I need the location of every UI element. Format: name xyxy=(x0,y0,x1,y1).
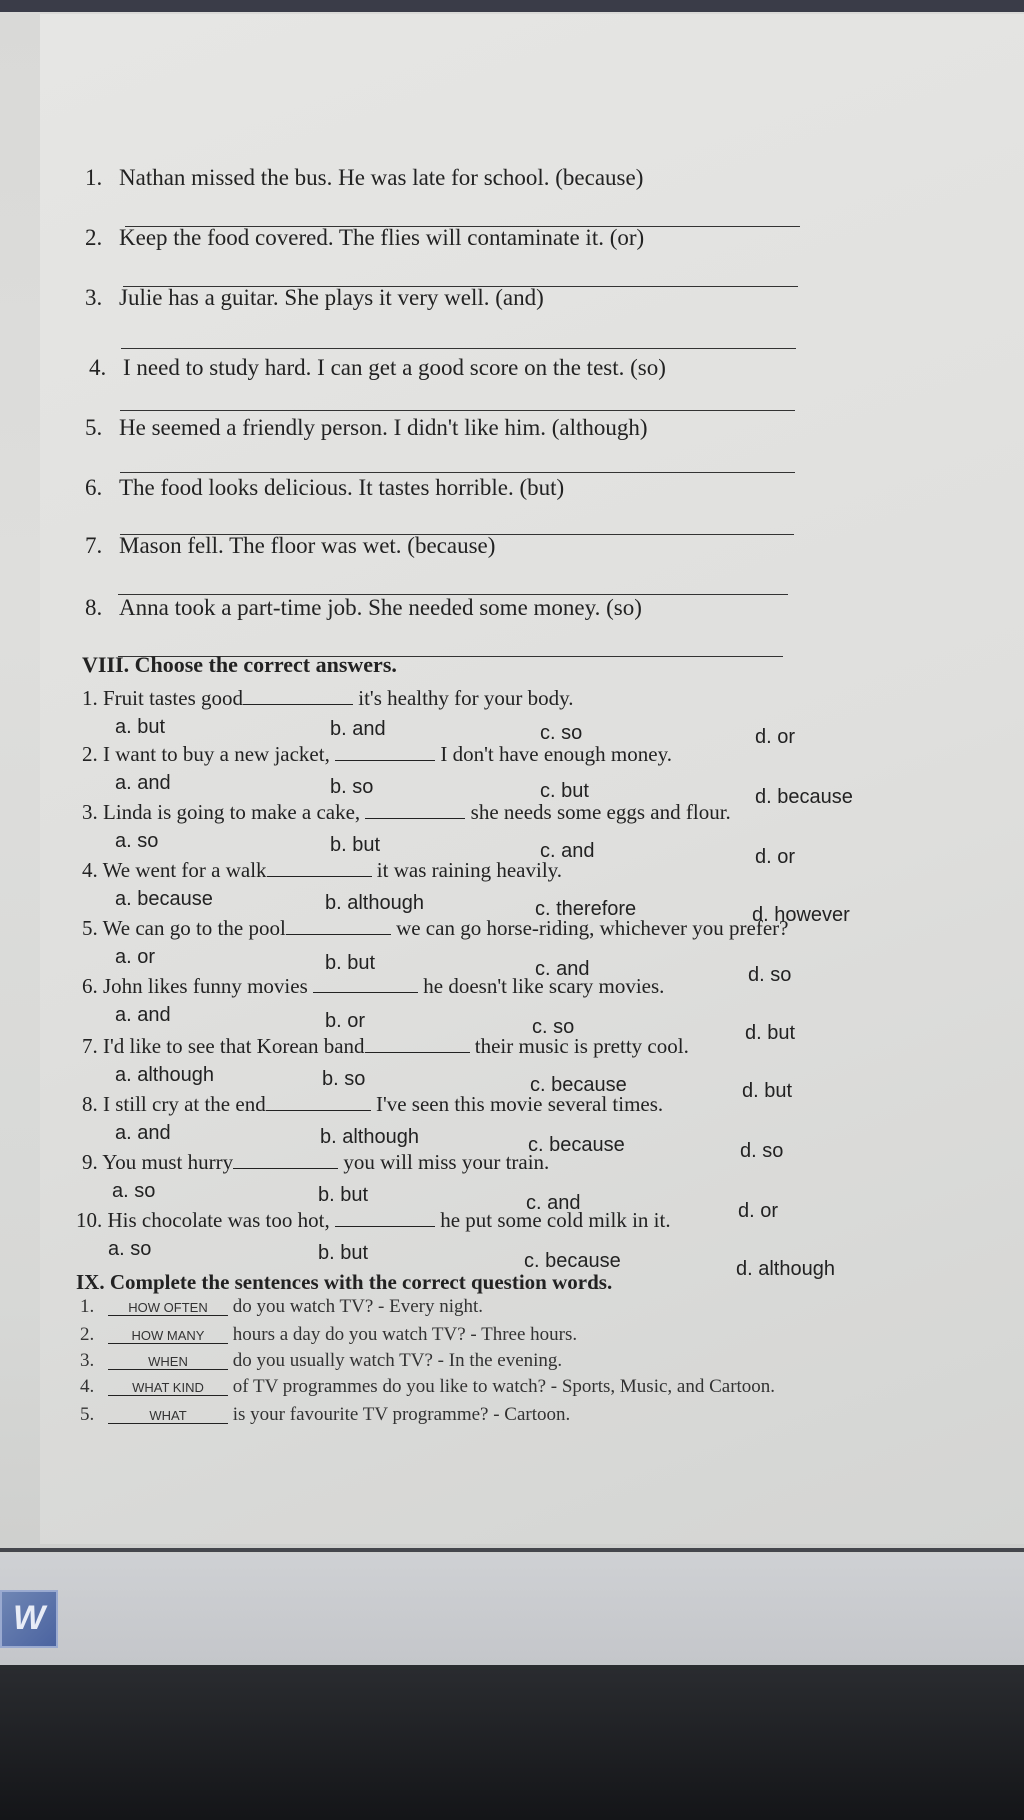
ix-item-2: 2. HOW MANY hours a day do you watch TV? - Three hours. xyxy=(80,1324,578,1345)
rewrite-item-6: 6. The food looks delicious. It tastes horrible. (but) xyxy=(85,475,565,500)
mc-1-option-d[interactable]: d. or xyxy=(755,726,796,748)
mc-9-option-d[interactable]: d. or xyxy=(738,1200,779,1222)
ix-item-3: 3. WHEN do you usually watch TV? - In the evening. xyxy=(80,1350,563,1371)
mc-blank-1[interactable] xyxy=(243,704,353,705)
mc-blank-10[interactable] xyxy=(335,1226,435,1227)
mc-7-option-d[interactable]: d. but xyxy=(742,1080,793,1102)
mc-9-option-a[interactable]: a. so xyxy=(112,1180,156,1202)
mc-question-9: 9. You must hurry you will miss your train. xyxy=(82,1150,550,1174)
mc-1-option-c[interactable]: c. so xyxy=(540,722,583,744)
mc-2-option-c[interactable]: c. but xyxy=(540,780,589,802)
mc-4-option-c[interactable]: c. therefore xyxy=(535,898,637,920)
rewrite-item-1: 1. Nathan missed the bus. He was late for school. (because) xyxy=(85,165,644,190)
mc-8-option-a[interactable]: a. and xyxy=(115,1122,171,1144)
word-icon[interactable]: W xyxy=(0,1590,58,1648)
mc-3-option-c[interactable]: c. and xyxy=(540,840,595,862)
mc-4-option-b[interactable]: b. although xyxy=(325,892,424,914)
mc-question-6: 6. John likes funny movies he doesn't like scary movies. xyxy=(82,974,665,998)
mc-blank-4[interactable] xyxy=(267,876,372,877)
ix-item-1: 1. HOW OFTEN do you watch TV? - Every night. xyxy=(80,1296,484,1317)
mc-7-option-b[interactable]: b. so xyxy=(322,1068,366,1090)
mc-5-option-d[interactable]: d. so xyxy=(748,964,792,986)
ix-item-5: 5. WHAT is your favourite TV programme? - Cartoon. xyxy=(80,1404,571,1425)
mc-blank-3[interactable] xyxy=(365,818,465,819)
ix-answer-1[interactable]: HOW OFTEN xyxy=(108,1300,228,1316)
mc-question-7: 7. I'd like to see that Korean band their music is pretty cool. xyxy=(82,1034,689,1058)
mc-question-1: 1. Fruit tastes good it's healthy for your body. xyxy=(82,686,574,710)
ix-answer-5[interactable]: WHAT xyxy=(108,1408,228,1424)
mc-8-option-d[interactable]: d. so xyxy=(740,1140,784,1162)
mc-blank-9[interactable] xyxy=(233,1168,338,1169)
mc-2-option-d[interactable]: d. because xyxy=(755,786,853,808)
answer-line-3[interactable] xyxy=(121,348,796,349)
rewrite-item-3: 3. Julie has a guitar. She plays it very well. (and) xyxy=(85,285,544,310)
rewrite-item-5: 5. He seemed a friendly person. I didn't like him. (although) xyxy=(85,415,648,440)
answer-line-4[interactable] xyxy=(120,410,795,411)
mc-7-option-c[interactable]: c. because xyxy=(530,1074,627,1096)
ix-answer-4[interactable]: WHAT KIND xyxy=(108,1380,228,1396)
rewrite-item-7: 7. Mason fell. The floor was wet. (because) xyxy=(85,533,496,558)
mc-6-option-c[interactable]: c. so xyxy=(532,1016,575,1038)
ix-answer-2[interactable]: HOW MANY xyxy=(108,1328,228,1344)
mc-1-option-a[interactable]: a. but xyxy=(115,716,166,738)
mc-2-option-a[interactable]: a. and xyxy=(115,772,171,794)
ix-answer-3[interactable]: WHEN xyxy=(108,1354,228,1370)
mc-5-option-c[interactable]: c. and xyxy=(535,958,590,980)
mc-5-option-b[interactable]: b. but xyxy=(325,952,376,974)
ix-item-4: 4. WHAT KIND of TV programmes do you like to watch? - Sports, Music, and Cartoon. xyxy=(80,1376,776,1397)
monitor-bezel xyxy=(0,1665,1024,1820)
mc-6-option-a[interactable]: a. and xyxy=(115,1004,171,1026)
mc-1-option-b[interactable]: b. and xyxy=(330,718,386,740)
mc-5-option-a[interactable]: a. or xyxy=(115,946,156,968)
rewrite-item-4: 4. I need to study hard. I can get a good score on the test. (so) xyxy=(89,355,666,380)
rewrite-item-8: 8. Anna took a part-time job. She needed some money. (so) xyxy=(85,595,642,620)
answer-line-5[interactable] xyxy=(120,472,795,473)
mc-question-4: 4. We went for a walk it was raining heavily. xyxy=(82,858,563,882)
mc-6-option-d[interactable]: d. but xyxy=(745,1022,796,1044)
taskbar-divider xyxy=(0,1548,1024,1552)
mc-4-option-a[interactable]: a. because xyxy=(115,888,213,910)
taskbar xyxy=(0,1553,1024,1665)
mc-10-option-c[interactable]: c. because xyxy=(524,1250,621,1272)
mc-3-option-b[interactable]: b. but xyxy=(330,834,381,856)
mc-8-option-c[interactable]: c. because xyxy=(528,1134,625,1156)
mc-blank-2[interactable] xyxy=(335,760,435,761)
mc-10-option-a[interactable]: a. so xyxy=(108,1238,152,1260)
mc-question-5: 5. We can go to the pool we can go horse-riding, whichever you prefer? xyxy=(82,916,789,940)
section-8-title: VIII. Choose the correct answers. xyxy=(82,652,397,677)
mc-4-option-d[interactable]: d. however xyxy=(752,904,850,926)
mc-question-2: 2. I want to buy a new jacket, I don't have enough money. xyxy=(82,742,672,766)
mc-question-8: 8. I still cry at the end I've seen this movie several times. xyxy=(82,1092,664,1116)
mc-question-3: 3. Linda is going to make a cake, she needs some eggs and flour. xyxy=(82,800,731,824)
mc-9-option-c[interactable]: c. and xyxy=(526,1192,581,1214)
mc-blank-5[interactable] xyxy=(286,934,391,935)
mc-10-option-d[interactable]: d. although xyxy=(736,1258,835,1280)
section-9-title: IX. Complete the sentences with the correct question words. xyxy=(76,1270,613,1294)
mc-10-option-b[interactable]: b. but xyxy=(318,1242,369,1264)
mc-9-option-b[interactable]: b. but xyxy=(318,1184,369,1206)
mc-3-option-d[interactable]: d. or xyxy=(755,846,796,868)
mc-question-10: 10. His chocolate was too hot, he put some cold milk in it. xyxy=(76,1208,671,1232)
mc-7-option-a[interactable]: a. although xyxy=(115,1064,214,1086)
mc-blank-6[interactable] xyxy=(313,992,418,993)
mc-2-option-b[interactable]: b. so xyxy=(330,776,374,798)
mc-3-option-a[interactable]: a. so xyxy=(115,830,159,852)
rewrite-item-2: 2. Keep the food covered. The flies will contaminate it. (or) xyxy=(85,225,645,250)
mc-6-option-b[interactable]: b. or xyxy=(325,1010,366,1032)
mc-8-option-b[interactable]: b. although xyxy=(320,1126,419,1148)
mc-blank-7[interactable] xyxy=(365,1052,470,1053)
mc-blank-8[interactable] xyxy=(266,1110,371,1111)
